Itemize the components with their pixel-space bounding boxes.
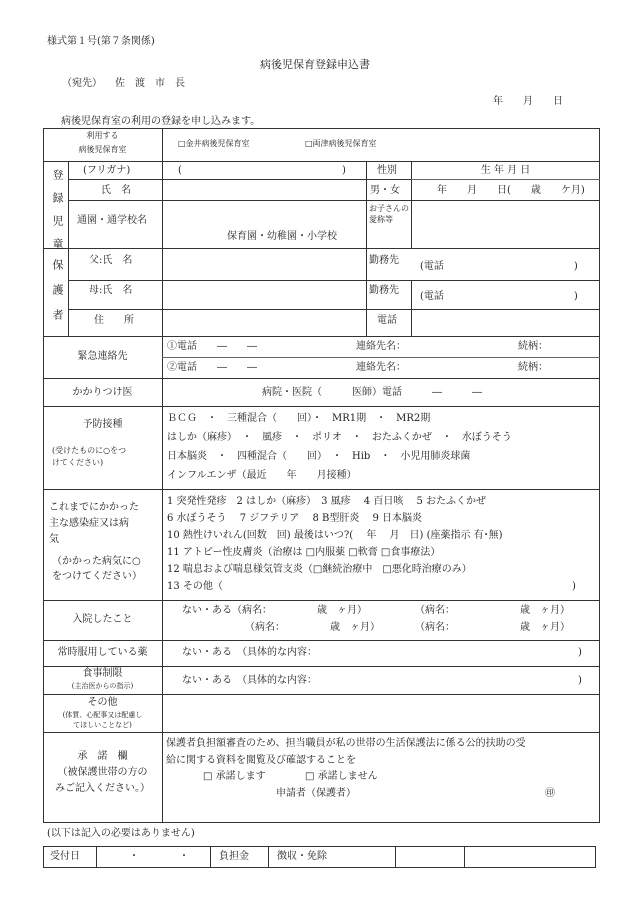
addressee: 佐 渡 市 長	[115, 78, 185, 89]
fee-options[interactable]: 徴収・免除	[277, 851, 327, 862]
emergency-phone-2[interactable]: ②電話 ― ―	[167, 362, 257, 373]
furigana-label: (フリガナ)	[83, 165, 131, 176]
facility-label-line1: 利用する	[86, 131, 119, 140]
facility-option-ryotsu[interactable]: □両津病後児保育室	[305, 139, 377, 148]
consent-note-line2: みご記入ください。）	[55, 783, 150, 794]
illness-note-line2: をつけてください）	[52, 571, 142, 582]
illness-line-2[interactable]: 6 水ぼうそう 7 ジフテリア 8 B型肝炎 9 日本脳炎	[167, 513, 423, 524]
intro-text: 病後児保育室の利用の登録を申し込みます。	[61, 116, 261, 127]
form-title: 病後児保育登録申込書	[260, 58, 370, 71]
illness-other-close: )	[572, 581, 576, 592]
furigana-paren-open: (	[178, 165, 182, 176]
office-note: (以下は記入の必要はありません)	[47, 828, 195, 839]
vaccination-line-4[interactable]: インフルエンザ（最近 年 月接種）	[167, 470, 357, 481]
emergency-label: 緊急連絡先	[77, 351, 128, 362]
vaccination-line-1[interactable]: ＢＣＧ ・ 三種混合（ 回）・ MR1期 ・ MR2期	[167, 413, 431, 424]
furigana-paren-close: )	[342, 165, 346, 176]
doctor-field[interactable]: 病院・医院（ 医師）電話 ― ―	[262, 387, 482, 398]
addressee-label: （宛先）	[62, 78, 102, 89]
diet-sublabel: (主治医からの指示)	[71, 682, 134, 690]
father-workplace-phone[interactable]: (電話 )	[420, 261, 578, 272]
illness-line-6[interactable]: 13 その他（	[167, 581, 223, 592]
emergency-contact-2[interactable]: 連絡先名：	[356, 362, 406, 373]
emergency-relation-2[interactable]: 続柄：	[518, 362, 548, 373]
father-name-label: 父:氏 名	[89, 255, 133, 266]
received-date-field[interactable]: ・ ・	[129, 851, 189, 862]
hospitalization-label: 入院したこと	[72, 614, 133, 625]
medicine-label: 常時服用している薬	[57, 647, 148, 658]
vaccination-note-line2: けてください)	[52, 458, 104, 467]
birth-date-field[interactable]: 年 月 日( 歳 ケ月)	[437, 185, 585, 196]
gender-options[interactable]: 男・女	[370, 185, 400, 196]
consent-agree[interactable]: □ 承諾します	[203, 771, 266, 782]
medicine-field[interactable]: ない・ある （具体的な内容：	[182, 647, 317, 658]
emergency-relation-1[interactable]: 続柄：	[518, 341, 548, 352]
date-line: 年 月 日	[493, 96, 563, 107]
school-label: 通園・通学校名	[77, 215, 147, 226]
child-name-label: 氏 名	[101, 185, 131, 196]
consent-label: 承 諾 欄	[77, 751, 128, 762]
facility-label-line2: 病後児保育室	[78, 145, 127, 154]
address-field[interactable]	[170, 312, 360, 332]
mother-workplace-label: 勤務先	[369, 285, 399, 296]
illness-line-3[interactable]: 10 熱性けいれん(回数 回) 最後はいつ?( 年 月 日) (座薬指示 有･無)	[167, 530, 503, 541]
illness-label-line1: これまでにかかった	[49, 502, 139, 513]
fee-label: 負担金	[219, 851, 249, 862]
diet-close: )	[578, 675, 582, 686]
nickname-field[interactable]	[415, 205, 595, 245]
emergency-contact-1[interactable]: 連絡先名：	[356, 341, 406, 352]
medicine-close: )	[578, 647, 582, 658]
consent-text-line1: 保護者負担額審査のため、担当職員が私の世帯の生活保護法に係る公的扶助の受	[166, 738, 526, 749]
facility-option-kanai[interactable]: □金井病後児保育室	[178, 139, 250, 148]
guardian-phone-label: 電話	[377, 315, 397, 326]
hospitalization-line2-right[interactable]: （病名： 歳 ヶ月）	[415, 622, 570, 633]
form-number: 様式第１号(第７条関係)	[47, 36, 155, 47]
hospitalization-line1-left[interactable]: ない・ある（病名： 歳 ヶ月）	[182, 605, 367, 616]
diet-field[interactable]: ない・ある （具体的な内容：	[182, 675, 317, 686]
school-types[interactable]: 保育園・幼稚園・小学校	[227, 231, 337, 242]
illness-label-line3: 気	[49, 534, 59, 545]
illness-line-5[interactable]: 12 喘息および喘息様気管支炎（□継続治療中 □悪化時治療のみ）	[167, 564, 472, 575]
applicant-label: 申請者（保護者）	[276, 788, 356, 799]
gender-label: 性別	[377, 165, 397, 176]
address-label: 住 所	[94, 315, 134, 326]
vaccination-line-2[interactable]: はしか（麻疹） ・ 風疹 ・ ポリオ ・ おたふくかぜ ・ 水ぼうそう	[167, 432, 512, 443]
other-label: その他	[87, 697, 118, 708]
consent-disagree[interactable]: □ 承諾しません	[305, 771, 378, 782]
hospitalization-line2-left[interactable]: （病名： 歳 ヶ月）	[245, 622, 380, 633]
child-name-field[interactable]	[170, 182, 360, 198]
guardian-section-label: 保護者	[51, 259, 64, 334]
child-section-label: 登録児童	[51, 169, 64, 261]
vaccination-line-3[interactable]: 日本脳炎 ・ 四種混合（ 回） ・ Hib ・ 小児用肺炎球菌	[167, 451, 471, 462]
received-date-label: 受付日	[50, 851, 80, 862]
birth-date-label: 生 年 月 日	[480, 165, 531, 176]
mother-name-field[interactable]	[170, 284, 360, 306]
hospitalization-line1-right[interactable]: （病名： 歳 ヶ月）	[415, 605, 570, 616]
illness-label-line2: 主な感染症又は病	[49, 518, 129, 529]
vaccination-note-line1: (受けたものに○をつ	[52, 446, 127, 455]
illness-line-4[interactable]: 11 アトピー性皮膚炎（治療は □内服薬 □軟膏 □食事療法）	[167, 547, 441, 558]
illness-line-1[interactable]: 1 突発性発疹 2 はしか（麻疹） 3 風疹 4 百日咳 5 おたふくかぜ	[167, 496, 487, 507]
nickname-label: お子さんの愛称等	[369, 204, 409, 224]
illness-note-line1: （かかった病気に○	[52, 556, 141, 567]
father-name-field[interactable]	[170, 252, 360, 276]
other-note-line2: てほしいことなど)	[73, 721, 132, 729]
other-field[interactable]	[168, 698, 596, 728]
consent-text-line2: 給に関する資料を閲覧及び確認することを	[166, 755, 356, 766]
doctor-label: かかりつけ医	[72, 387, 133, 398]
father-workplace-label: 勤務先	[369, 255, 399, 266]
mother-workplace-phone[interactable]: (電話 )	[420, 291, 578, 302]
other-note-line1: (体質、心配事又は配慮し	[62, 711, 143, 719]
vaccination-label: 予防接種	[82, 419, 123, 430]
diet-label: 食事制限	[82, 668, 123, 679]
seal-icon: ㊞	[545, 788, 555, 799]
emergency-phone-1[interactable]: ①電話 ― ―	[167, 341, 257, 352]
consent-note-line1: （被保護世帯の方の	[57, 767, 148, 778]
mother-name-label: 母:氏 名	[89, 285, 133, 296]
